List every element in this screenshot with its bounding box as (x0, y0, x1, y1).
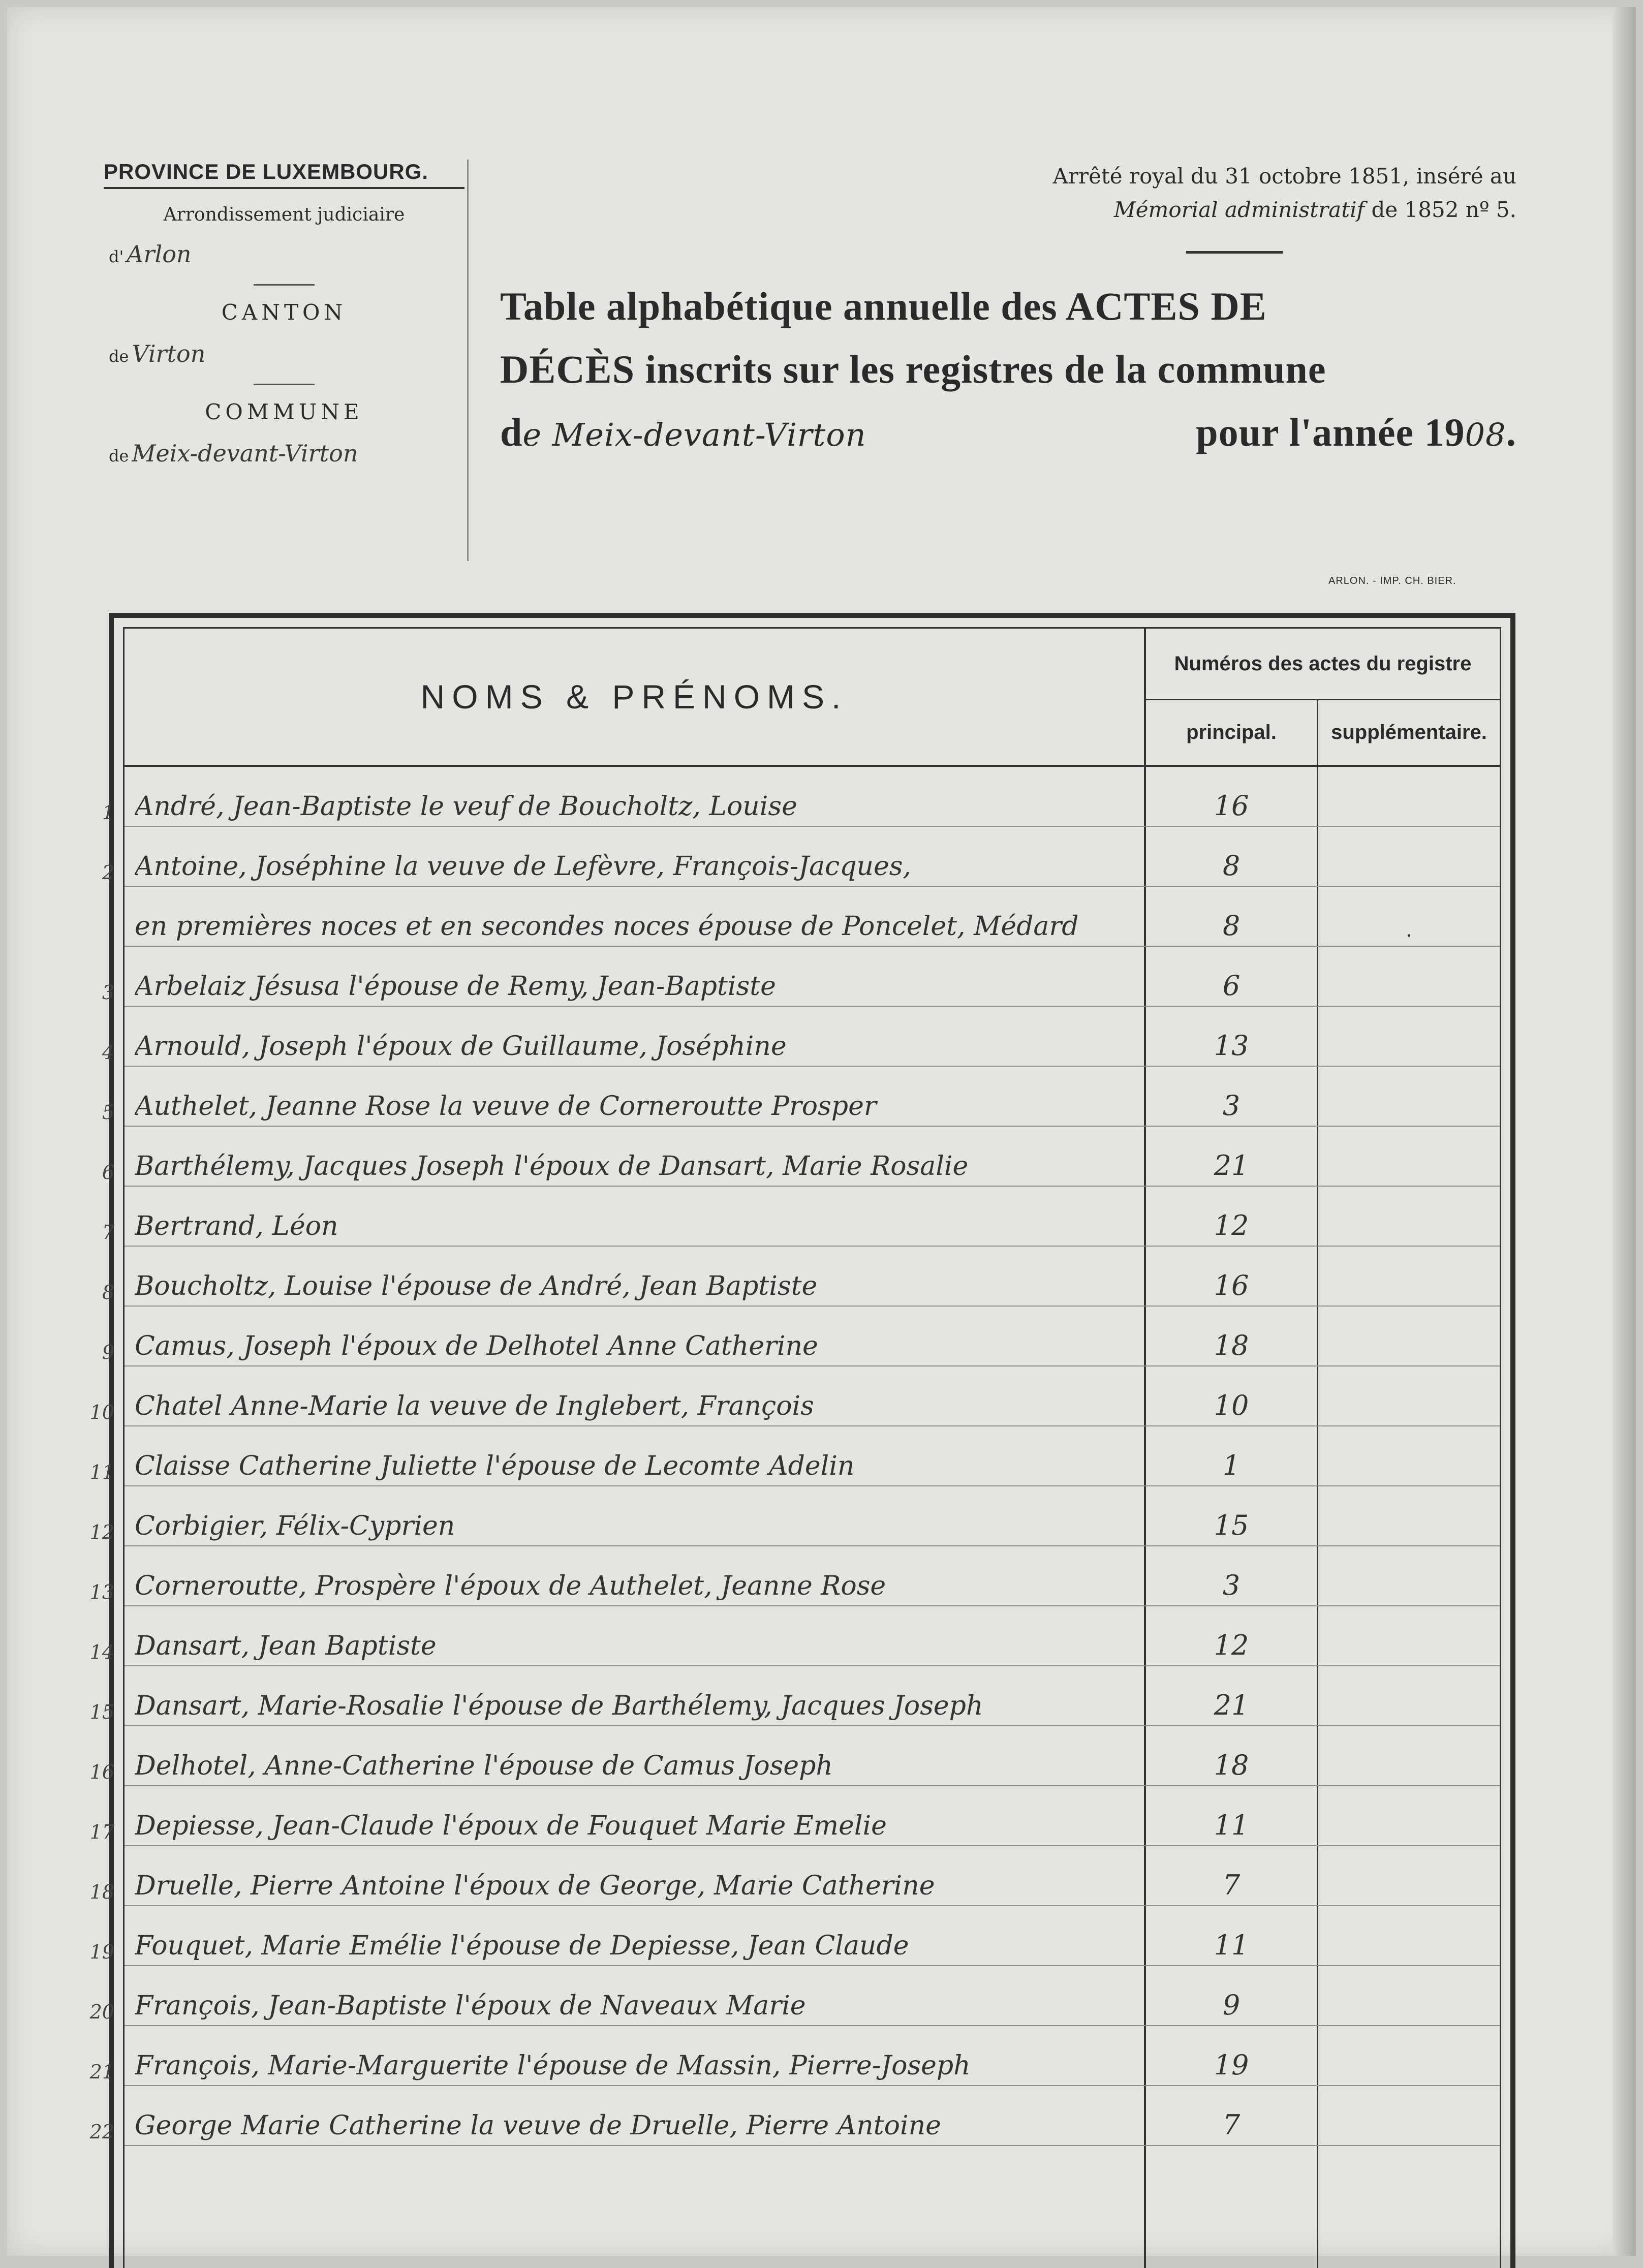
act-number-principal: 10 (1214, 1389, 1249, 1421)
separator-rule (254, 384, 315, 385)
row-number: 14 (89, 1641, 114, 1663)
act-number-principal: 7 (1222, 2109, 1241, 2141)
table-inner-frame (89, 627, 1501, 2268)
act-number-principal: 15 (1214, 1509, 1249, 1541)
act-number-principal: 7 (1222, 1869, 1241, 1901)
row-number: 13 (89, 1581, 114, 1603)
entry-name: Boucholtz, Louise l'épouse de André, Jean Baptiste (135, 1271, 818, 1301)
entry-name: André, Jean-Baptiste le veuf de Boucholtz, Louise (135, 791, 797, 822)
table-row (89, 1546, 1500, 1606)
table-row (89, 1666, 1500, 1726)
title-line-1: Table alphabétique annuelle des ACTES DE (500, 284, 1267, 328)
table-row (89, 1966, 1500, 2026)
numbers-subheaders (1146, 699, 1500, 765)
title-line-2: DÉCÈS inscrits sur les registres de la commune (500, 347, 1326, 391)
title-annee: pour l'année 19 (1196, 410, 1465, 454)
commune-value: Meix-devant-Virton (132, 440, 358, 467)
register-page (7, 7, 1636, 2256)
entry-name: Arnould, Joseph l'époux de Guillaume, Joséphine (135, 1031, 787, 1062)
row-number: 22 (89, 2121, 114, 2143)
act-number-principal: 11 (1214, 1929, 1249, 1961)
act-number-principal: 1 (1222, 1449, 1241, 1481)
row-number: 8 (102, 1281, 114, 1303)
deaths-table (89, 613, 1515, 2268)
entry-name: Antoine, Joséphine la veuve de Lefèvre, François-Jacques, (135, 851, 911, 882)
table-row (102, 1007, 1500, 1067)
act-number-principal: 9 (1222, 1989, 1241, 2021)
entry-name: Camus, Joseph l'époux de Delhotel Anne Catherine (135, 1331, 818, 1361)
arrete-line-2 (500, 193, 1516, 227)
entry-name: Authelet, Jeanne Rose la veuve de Corneroutte Prosper (135, 1091, 877, 1122)
table-row (89, 1366, 1500, 1426)
table-row (89, 1486, 1500, 1546)
arrondissement-line (104, 240, 464, 268)
entry-name: Fouquet, Marie Emélie l'épouse de Depiesse, Jean Claude (135, 1931, 909, 1961)
table-row (102, 1067, 1500, 1127)
commune-prefix: de (109, 446, 129, 465)
act-number-principal: 21 (1214, 1149, 1249, 1182)
table-row (89, 1726, 1500, 1786)
row-number: 21 (89, 2061, 114, 2083)
printer-imprint: ARLON. - IMP. CH. BIER. (1328, 575, 1456, 586)
canton-line (104, 340, 464, 367)
table-row (89, 1846, 1500, 1906)
title-period: . (1506, 410, 1516, 454)
column-header-numbers (1146, 629, 1500, 767)
row-number: 6 (102, 1161, 114, 1184)
title-year (1196, 401, 1516, 467)
row-number: 7 (102, 1221, 114, 1244)
title-commune-handwritten: e Meix-devant-Virton (522, 416, 866, 453)
table-row (102, 1127, 1500, 1187)
row-number: 19 (89, 1941, 114, 1963)
row-number: 12 (89, 1521, 114, 1543)
canton-label: CANTON (221, 300, 347, 325)
act-number-principal: 21 (1214, 1689, 1249, 1721)
entry-name: Druelle, Pierre Antoine l'époux de George, Marie Catherine (135, 1871, 935, 1901)
act-number-supplementaire: . (1406, 918, 1412, 942)
column-header-names: NOMS & PRÉNOMS. (125, 629, 1146, 767)
header-right-block (500, 160, 1516, 467)
act-number-principal: 6 (1222, 970, 1241, 1002)
row-number: 17 (89, 1821, 114, 1843)
column-header-supplementaire: supplémentaire. (1331, 721, 1487, 743)
entry-name: François, Jean-Baptiste l'époux de Naveaux Marie (135, 1991, 806, 2021)
table-row (89, 2026, 1500, 2086)
row-number: 15 (89, 1701, 114, 1723)
arrondissement-label: Arrondissement judiciaire (163, 204, 405, 225)
entry-name: François, Marie-Marguerite l'épouse de Massin, Pierre-Joseph (135, 2050, 971, 2081)
act-number-principal: 18 (1214, 1329, 1249, 1361)
column-header-principal: principal. (1146, 700, 1318, 765)
row-number: 4 (102, 1041, 114, 1064)
act-number-principal: 8 (1222, 910, 1241, 942)
entry-name: Chatel Anne-Marie la veuve de Inglebert, François (135, 1391, 814, 1421)
title-year-handwritten: 08 (1465, 416, 1506, 453)
row-number: 11 (89, 1461, 114, 1483)
title-rule (1186, 251, 1283, 254)
row-number: 1 (102, 801, 114, 824)
separator-rule (254, 284, 315, 286)
act-number-principal: 19 (1214, 2049, 1249, 2081)
table-row (102, 1247, 1500, 1307)
act-number-principal: 18 (1214, 1749, 1249, 1781)
row-number: 2 (102, 861, 114, 884)
table-row (102, 1307, 1500, 1366)
entry-name: Delhotel, Anne-Catherine l'épouse de Camus Joseph (135, 1751, 833, 1781)
row-number: 20 (89, 2001, 114, 2023)
act-number-principal: 13 (1214, 1030, 1249, 1062)
arrete-royal (500, 160, 1516, 227)
commune-label: COMMUNE (205, 399, 363, 424)
title-line-3 (500, 401, 1516, 467)
numbers-title: Numéros des actes du registre (1174, 652, 1472, 675)
table-body (89, 767, 1500, 2146)
row-number: 10 (89, 1401, 114, 1423)
table-row (89, 1606, 1500, 1666)
act-number-principal: 12 (1214, 1629, 1249, 1661)
table-row (125, 887, 1500, 947)
canton-prefix: de (109, 347, 129, 366)
canton-value: Virton (132, 340, 206, 367)
entry-name: en premières noces et en secondes noces épouse de Poncelet, Médard (135, 911, 1079, 942)
row-number: 3 (102, 981, 114, 1004)
table-row (102, 947, 1500, 1007)
entry-name: George Marie Catherine la veuve de Druelle, Pierre Antoine (135, 2110, 941, 2141)
arrondissement-value: Arlon (127, 240, 192, 268)
table-row (102, 767, 1500, 827)
act-number-principal: 3 (1222, 1569, 1241, 1601)
entry-name: Barthélemy, Jacques Joseph l'époux de Dansart, Marie Rosalie (135, 1151, 969, 1182)
commune-line (104, 440, 464, 467)
table-row (102, 1187, 1500, 1247)
arrete-year: de 1852 nº 5. (1371, 197, 1516, 222)
table-row (89, 2086, 1500, 2146)
arrete-line-1: Arrêté royal du 31 octobre 1851, inséré au (1052, 164, 1516, 189)
entry-name: Arbelaiz Jésusa l'épouse de Remy, Jean-Baptiste (135, 971, 776, 1002)
entry-name: Bertrand, Léon (135, 1211, 338, 1241)
act-number-principal: 11 (1214, 1809, 1249, 1841)
table-row (102, 827, 1500, 887)
act-number-principal: 12 (1214, 1209, 1249, 1241)
page-edge (1613, 7, 1636, 2256)
entry-name: Dansart, Jean Baptiste (135, 1631, 437, 1661)
title-d: d (500, 410, 523, 454)
table-row (89, 1426, 1500, 1486)
row-number: 16 (89, 1761, 114, 1783)
table-row (89, 1906, 1500, 1966)
header-vertical-rule (467, 160, 469, 561)
row-number: 9 (102, 1341, 114, 1363)
act-number-principal: 16 (1214, 790, 1249, 822)
act-number-principal: 3 (1222, 1090, 1241, 1122)
document-title (500, 275, 1516, 467)
header-left-block (104, 160, 464, 467)
memorial-italic: Mémorial administratif (1113, 197, 1365, 222)
entry-name: Claisse Catherine Juliette l'épouse de Lecomte Adelin (135, 1451, 855, 1481)
row-number: 18 (89, 1881, 114, 1903)
arrondissement-prefix: d' (109, 247, 124, 266)
entry-name: Corneroutte, Prospère l'époux de Authelet, Jeanne Rose (135, 1571, 886, 1601)
row-number: 5 (102, 1101, 114, 1124)
table-row (89, 1786, 1500, 1846)
entry-name: Corbigier, Félix-Cyprien (135, 1511, 455, 1541)
title-commune (500, 401, 866, 467)
province-label: PROVINCE DE LUXEMBOURG. (104, 160, 464, 189)
act-number-principal: 16 (1214, 1269, 1249, 1301)
entry-name: Depiesse, Jean-Claude l'époux de Fouquet Marie Emelie (135, 1811, 887, 1841)
entry-name: Dansart, Marie-Rosalie l'épouse de Barthélemy, Jacques Joseph (135, 1691, 983, 1721)
act-number-principal: 8 (1222, 850, 1241, 882)
